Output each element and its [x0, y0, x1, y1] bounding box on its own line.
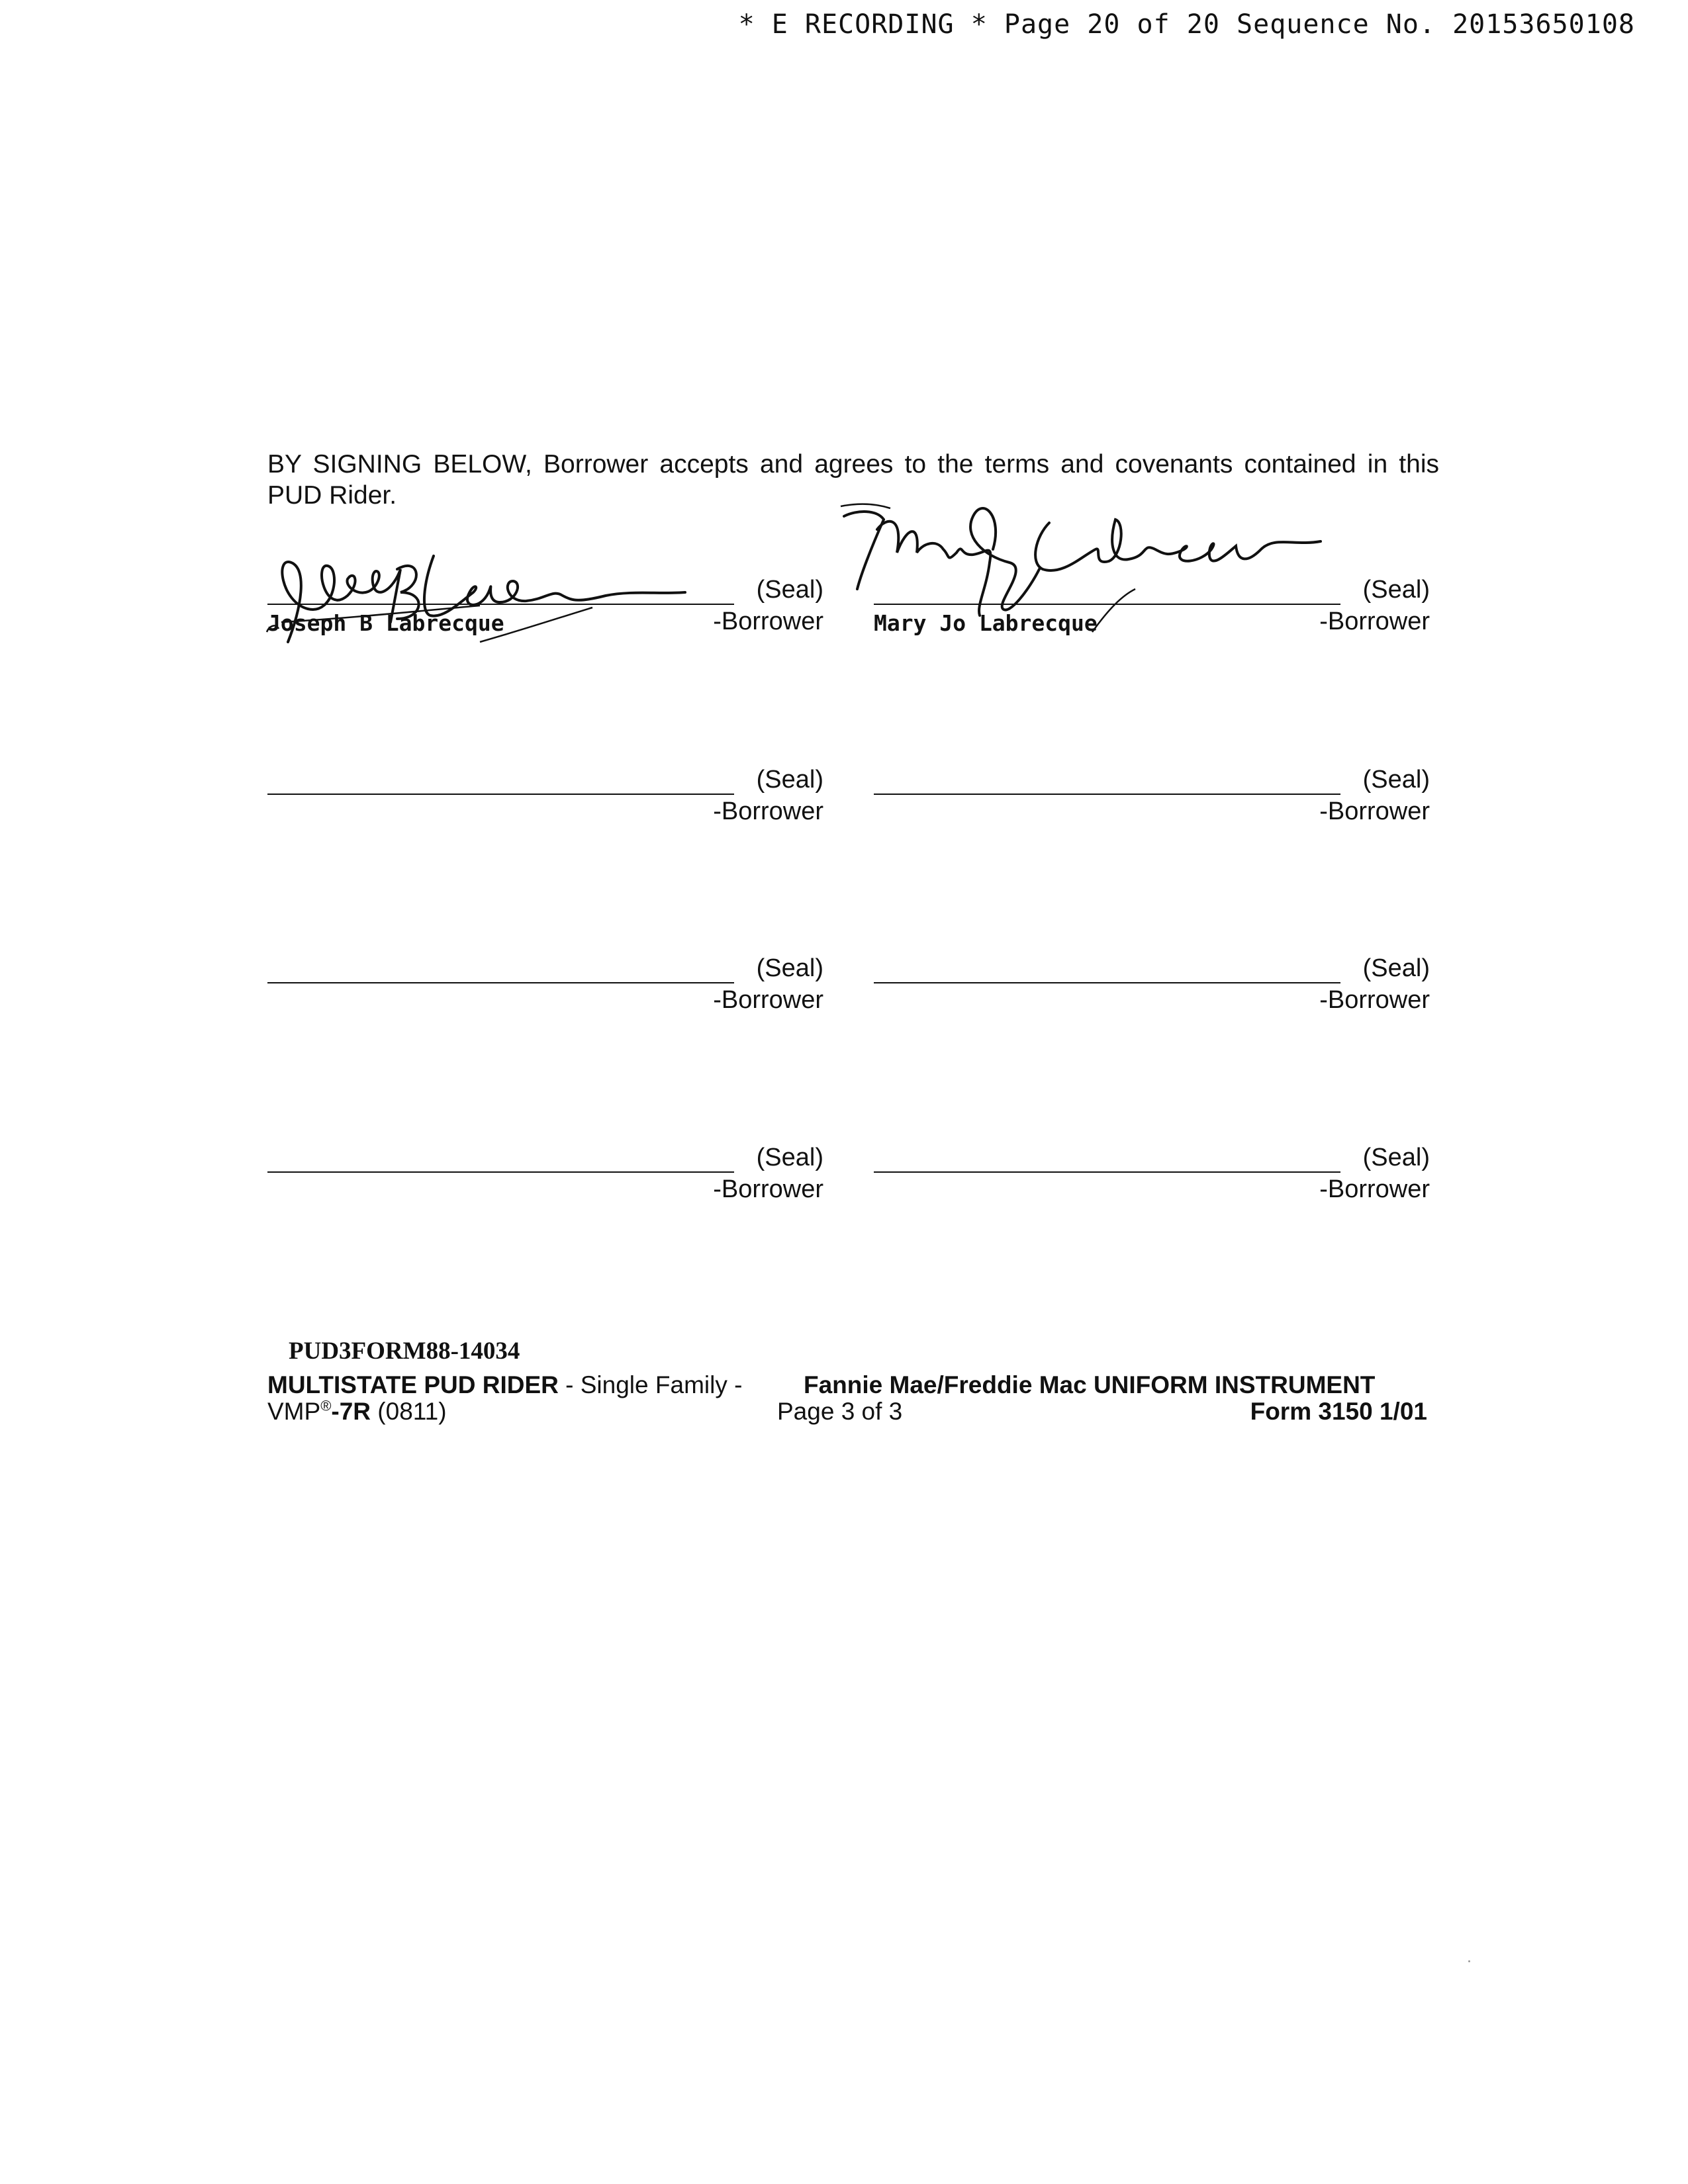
scan-speck — [1468, 1960, 1470, 1962]
role-label: -Borrower — [713, 1175, 823, 1203]
signature-block-6 — [874, 948, 1430, 1021]
role-label: -Borrower — [713, 986, 823, 1014]
signer-name: Mary Jo Labrecque — [874, 610, 1098, 636]
page-number: Page 3 of 3 — [777, 1398, 903, 1425]
signature-block-7 — [267, 1137, 823, 1210]
signature-block-3 — [267, 759, 823, 832]
signature-block-2 — [874, 569, 1430, 642]
form-identifier: PUD3FORM88-14034 — [289, 1338, 520, 1365]
seal-label: (Seal) — [756, 954, 823, 982]
signature-line — [267, 1171, 734, 1173]
seal-label: (Seal) — [1362, 1144, 1430, 1171]
signature-line — [267, 982, 734, 983]
seal-label: (Seal) — [756, 1144, 823, 1171]
seal-label: (Seal) — [1362, 576, 1430, 604]
form-meta-line — [267, 1398, 1432, 1426]
signature-block-8 — [874, 1137, 1430, 1210]
signature-line — [874, 982, 1340, 983]
seal-label: (Seal) — [1362, 766, 1430, 794]
vmp-code: VMP®-7R (0811) — [267, 1398, 447, 1426]
form-subtitle: - Single Family - — [558, 1371, 743, 1398]
form-title: MULTISTATE PUD RIDER — [267, 1371, 559, 1398]
role-label: -Borrower — [713, 608, 823, 635]
signature-line — [267, 604, 734, 605]
signature-block-1 — [267, 569, 823, 642]
role-label: -Borrower — [1319, 1175, 1430, 1203]
signing-statement: BY SIGNING BELOW, Borrower accepts and agrees to the terms and covenants contained in this PUD Rider. — [267, 450, 1439, 510]
signature-block-4 — [874, 759, 1430, 832]
role-label: -Borrower — [713, 797, 823, 825]
role-label: -Borrower — [1319, 608, 1430, 635]
signature-line — [874, 1171, 1340, 1173]
form-number: Form 3150 1/01 — [1250, 1398, 1427, 1425]
signature-block-5 — [267, 948, 823, 1021]
signature-line — [874, 794, 1340, 795]
seal-label: (Seal) — [1362, 954, 1430, 982]
signer-name: Joseph B Labrecque — [267, 610, 504, 636]
seal-label: (Seal) — [756, 576, 823, 604]
seal-label: (Seal) — [756, 766, 823, 794]
role-label: -Borrower — [1319, 986, 1430, 1014]
form-title-line — [267, 1371, 1432, 1399]
role-label: -Borrower — [1319, 797, 1430, 825]
instrument-label: Fannie Mae/Freddie Mac UNIFORM INSTRUMENT — [804, 1371, 1376, 1398]
signature-line — [874, 604, 1340, 605]
recording-stamp: * E RECORDING * Page 20 of 20 Sequence No. 20153650108 — [738, 9, 1635, 40]
signature-line — [267, 794, 734, 795]
